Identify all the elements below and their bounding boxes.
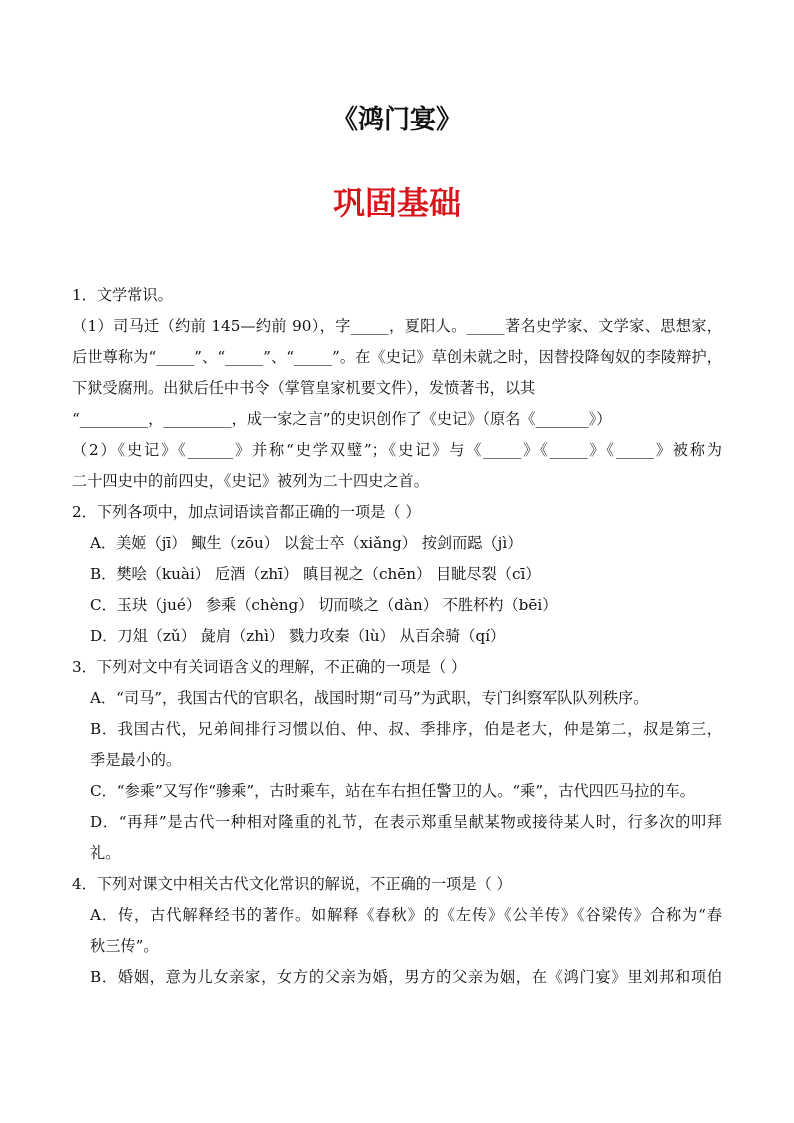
option-c: C．玉玦（jué） 参乘（chèng） 切而啖之（dàn） 不胜杯杓（bēi） <box>90 596 558 614</box>
question-1-text-line: （1）司马迁（约前 145—约前 90），字_____，夏阳人。_____著名史学家、文学家、思想家， <box>72 317 722 335</box>
option-a: A．传，古代解释经书的著作。如解释《春秋》的《左传》《公羊传》《谷梁传》合称为“春 <box>90 906 722 924</box>
option-a: A．美姬（jī） 鲰生（zōu） 以瓮士卒（xiǎng） 按剑而跽（jì） <box>90 534 523 552</box>
option-b: B．樊哙（kuài） 卮酒（zhī） 瞋目视之（chēn） 目眦尽裂（cī） <box>90 565 541 583</box>
option-a: A．“司马”，我国古代的官职名，战国时期“司马”为武职，专门纠察军队队列秩序。 <box>90 689 649 707</box>
option-a-continued: 秋三传”。 <box>90 937 159 955</box>
question-3-heading: 3．下列对文中有关词语含义的理解，不正确的一项是（ ） <box>72 658 467 676</box>
question-4-heading: 4．下列对课文中相关古代文化常识的解说，不正确的一项是（ ） <box>72 875 512 893</box>
option-b: B．我国古代，兄弟间排行习惯以伯、仲、叔、季排序，伯是老大，仲是第二，叔是第三， <box>90 720 722 738</box>
page-title: 《鸿门宴》 <box>331 105 462 135</box>
question-1-text-line: 下狱受腐刑。出狱后任中书令（掌管皇家机要文件），发愤著书，以其 <box>72 379 536 397</box>
option-d: D．刀俎（zǔ） 彘肩（zhì） 戮力攻秦（lù） 从百余骑（qí） <box>90 627 506 645</box>
option-b: B．婚姻，意为儿女亲家，女方的父亲为婚，男方的父亲为姻，在《鸿门宴》里刘邦和项伯 <box>90 968 722 986</box>
document-body <box>72 280 722 993</box>
question-2-heading: 2．下列各项中，加点词语读音都正确的一项是（ ） <box>72 503 421 521</box>
option-b-continued: 季是最小的。 <box>90 751 182 769</box>
question-1-text-line: 后世尊称为“_____”、“_____”、“_____”。在《史记》草创未就之时，因替投降匈奴的李陵辩护， <box>72 348 722 366</box>
option-c: C．“参乘”又写作“骖乘”，古时乘车，站在车右担任警卫的人。“乘”，古代四匹马拉的车。 <box>90 782 695 800</box>
question-1-text-line: “_________，_________，成一家之言”的史识创作了《史记》（原名《_______》） <box>72 410 612 428</box>
question-1-text-line: （2）《史记》《______》并称“史学双璧”；《史记》与《_____》《_____》《_____》被称为 <box>72 441 722 459</box>
question-1-text-line: 二十四史中的前四史，《史记》被列为二十四史之首。 <box>72 472 429 490</box>
section-title: 巩固基础 <box>332 184 461 222</box>
option-d: D．“再拜”是古代一种相对隆重的礼节，在表示郑重呈献某物或接待某人时，行多次的叩拜 <box>90 813 722 831</box>
question-1-heading: 1．文学常识。 <box>72 286 173 304</box>
option-d-continued: 礼。 <box>90 844 121 862</box>
